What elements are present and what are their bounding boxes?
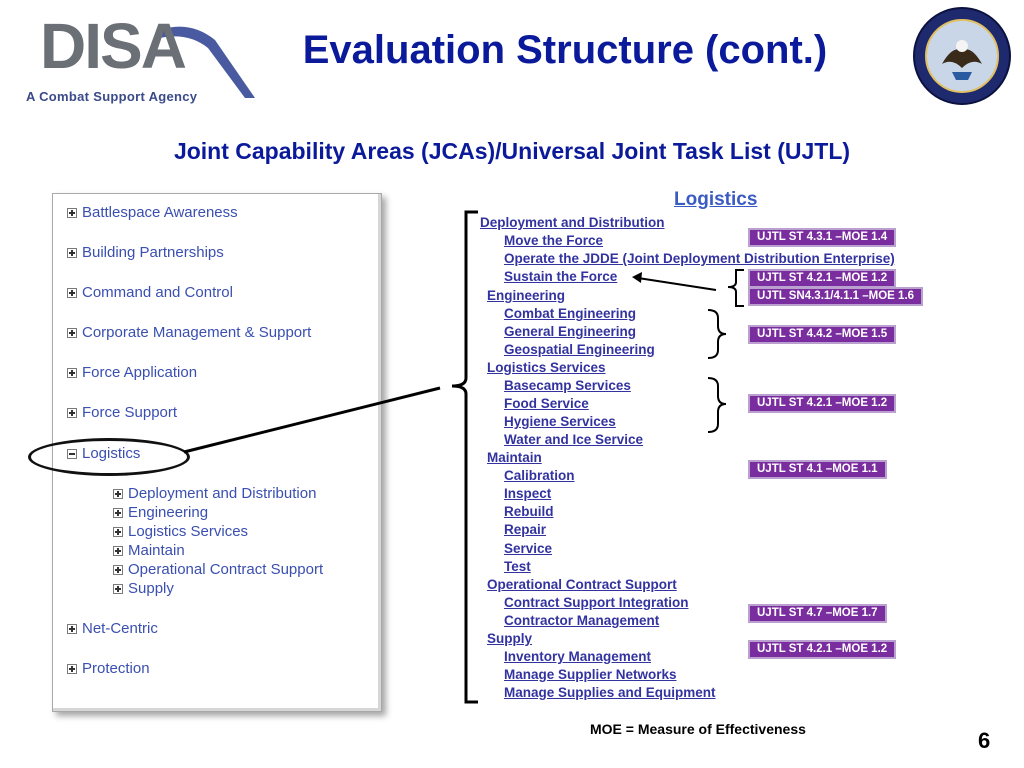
- logistics-highlight-oval: [28, 438, 190, 476]
- link-manage-supplier-networks[interactable]: Manage Supplier Networks: [504, 667, 677, 682]
- moe-tag: UJTL SN4.3.1/4.1.1 –MOE 1.6: [748, 287, 923, 306]
- tree-item-force-support[interactable]: Force Support: [67, 404, 177, 421]
- tree-child-logistics-services[interactable]: Logistics Services: [113, 523, 248, 540]
- footnote: MOE = Measure of Effectiveness: [590, 721, 806, 737]
- link-manage-supplies-and-equipment[interactable]: Manage Supplies and Equipment: [504, 685, 716, 700]
- moe-tag: UJTL ST 4.4.2 –MOE 1.5: [748, 325, 896, 344]
- expand-icon[interactable]: [67, 328, 77, 338]
- slide-title: Evaluation Structure (cont.): [302, 28, 828, 72]
- link-contract-support-integration[interactable]: Contract Support Integration: [504, 595, 689, 610]
- moe-tag: UJTL ST 4.7 –MOE 1.7: [748, 604, 887, 623]
- expand-icon[interactable]: [113, 489, 123, 499]
- expand-icon[interactable]: [113, 546, 123, 556]
- tree-child-operational-contract-support[interactable]: Operational Contract Support: [113, 561, 323, 578]
- tree-item-battlespace-awareness[interactable]: Battlespace Awareness: [67, 204, 238, 221]
- expand-icon[interactable]: [113, 508, 123, 518]
- link-move-the-force[interactable]: Move the Force: [504, 233, 604, 248]
- link-deployment-and-distribution[interactable]: Deployment and Distribution: [480, 215, 665, 230]
- tree-child-supply[interactable]: Supply: [113, 580, 174, 597]
- tree-child-maintain[interactable]: Maintain: [113, 542, 185, 559]
- tree-item-logistics[interactable]: Logistics: [67, 445, 140, 462]
- slide-subtitle: Joint Capability Areas (JCAs)/Universal Joint Task List (UJTL): [173, 138, 851, 164]
- link-test[interactable]: Test: [504, 559, 531, 574]
- logistics-heading[interactable]: Logistics: [674, 189, 758, 210]
- tree-item-command-and-control[interactable]: Command and Control: [67, 284, 233, 301]
- link-logistics-services[interactable]: Logistics Services: [487, 360, 606, 375]
- tree-item-corporate-management[interactable]: Corporate Management & Support: [67, 324, 311, 341]
- expand-icon[interactable]: [67, 288, 77, 298]
- moe-tag: UJTL ST 4.3.1 –MOE 1.4: [748, 228, 896, 247]
- tree-item-net-centric[interactable]: Net-Centric: [67, 620, 158, 637]
- tree-item-protection[interactable]: Protection: [67, 660, 150, 677]
- link-water-and-ice-service[interactable]: Water and Ice Service: [504, 432, 644, 447]
- expand-icon[interactable]: [113, 565, 123, 575]
- tree-child-deployment[interactable]: Deployment and Distribution: [113, 485, 316, 502]
- link-maintain[interactable]: Maintain: [487, 450, 542, 465]
- expand-icon[interactable]: [113, 527, 123, 537]
- link-service[interactable]: Service: [504, 541, 553, 556]
- link-inventory-management[interactable]: Inventory Management: [504, 649, 652, 664]
- moe-tag: UJTL ST 4.2.1 –MOE 1.2: [748, 640, 896, 659]
- link-geospatial-engineering[interactable]: Geospatial Engineering: [504, 342, 655, 357]
- link-operational-contract-support[interactable]: Operational Contract Support: [487, 577, 677, 592]
- agency-seal-icon: [912, 6, 1012, 106]
- link-repair[interactable]: Repair: [504, 522, 547, 537]
- link-calibration[interactable]: Calibration: [504, 468, 575, 483]
- tree-child-engineering[interactable]: Engineering: [113, 504, 208, 521]
- page-number: 6: [978, 728, 991, 753]
- link-operate-the-jdde[interactable]: Operate the JDDE (Joint Deployment Distribution Enterprise): [504, 251, 895, 266]
- link-hygiene-services[interactable]: Hygiene Services: [504, 414, 616, 429]
- logo-tagline: A Combat Support Agency: [26, 89, 198, 104]
- link-contractor-management[interactable]: Contractor Management: [504, 613, 660, 628]
- link-food-service[interactable]: Food Service: [504, 396, 589, 411]
- link-general-engineering[interactable]: General Engineering: [504, 324, 637, 339]
- moe-tag: UJTL ST 4.2.1 –MOE 1.2: [748, 394, 896, 413]
- link-inspect[interactable]: Inspect: [504, 486, 552, 501]
- moe-tag: UJTL ST 4.2.1 –MOE 1.2: [748, 269, 896, 288]
- link-basecamp-services[interactable]: Basecamp Services: [504, 378, 631, 393]
- link-supply[interactable]: Supply: [487, 631, 533, 646]
- link-rebuild[interactable]: Rebuild: [504, 504, 554, 519]
- expand-icon[interactable]: [67, 208, 77, 218]
- expand-icon[interactable]: [113, 584, 123, 594]
- link-combat-engineering[interactable]: Combat Engineering: [504, 306, 637, 321]
- link-sustain-the-force[interactable]: Sustain the Force: [504, 269, 618, 284]
- expand-icon[interactable]: [67, 408, 77, 418]
- expand-icon[interactable]: [67, 664, 77, 674]
- expand-icon[interactable]: [67, 368, 77, 378]
- tree-item-force-application[interactable]: Force Application: [67, 364, 197, 381]
- disa-logo: DISA: [40, 10, 185, 82]
- expand-icon[interactable]: [67, 248, 77, 258]
- link-engineering[interactable]: Engineering: [487, 288, 566, 303]
- tree-item-building-partnerships[interactable]: Building Partnerships: [67, 244, 224, 261]
- moe-tag: UJTL ST 4.1 –MOE 1.1: [748, 460, 887, 479]
- expand-icon[interactable]: [67, 624, 77, 634]
